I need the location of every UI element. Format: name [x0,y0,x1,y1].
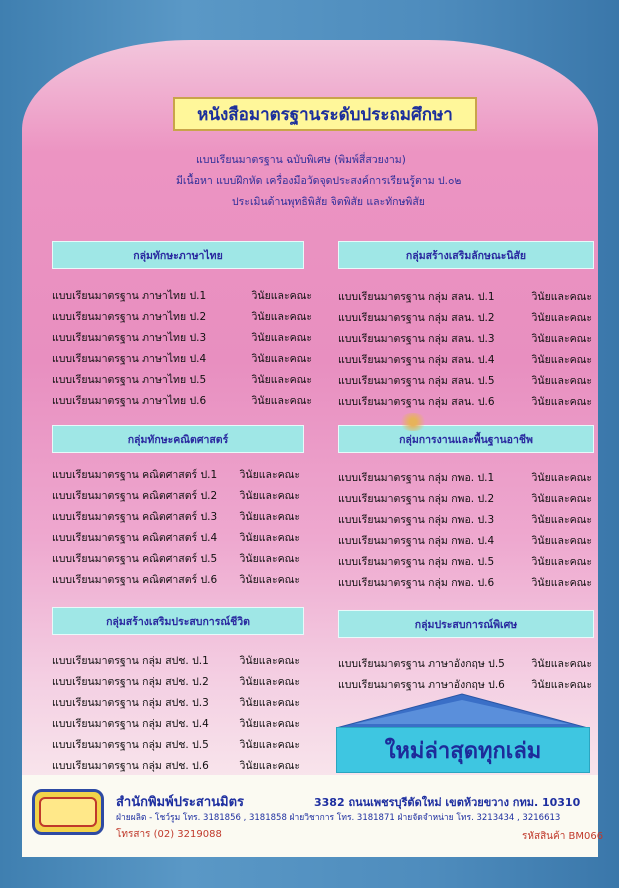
list-item [338,655,592,675]
list-item [338,553,592,573]
book-name: แบบเรียนมาตรฐาน กลุ่ม กพอ. ป.2 [338,493,495,505]
book-name: แบบเรียนมาตรฐาน กลุ่ม สลน. ป.6 [338,396,495,408]
publisher-name: สำนักพิมพ์ประสานมิตร [116,795,245,810]
list-item [52,736,300,756]
book-name: แบบเรียนมาตรฐาน คณิตศาสตร์ ป.6 [52,574,218,586]
list-item [338,288,592,308]
list-item [338,532,592,552]
book-author: วินัยและคณะ [531,396,592,408]
book-author: วินัยและคณะ [239,490,300,502]
subtitle-line-2: มีเนื้อหา แบบฝึกหัด เครื่องมือวัดจุดประสงค์การเรียนรู้ตาม ป.๐๒ [176,175,462,187]
book-author: วินัยและคณะ [239,718,300,730]
list-item [52,673,300,693]
book-name: แบบเรียนมาตรฐาน กลุ่ม สลน. ป.5 [338,375,495,387]
section-header-special: กลุ่มประสบการณ์พิเศษ [338,610,594,638]
list-item [52,757,300,777]
list-item [338,309,592,329]
section-header-work: กลุ่มการงานและพื้นฐานอาชีพ [338,425,594,453]
book-author: วินัยและคณะ [251,395,312,407]
book-author: วินัยและคณะ [531,312,592,324]
list-item [338,469,592,489]
book-name: แบบเรียนมาตรฐาน ภาษาไทย ป.4 [52,353,207,365]
book-name: แบบเรียนมาตรฐาน กลุ่ม กพอ. ป.4 [338,535,495,547]
list-item [52,508,300,528]
book-name: แบบเรียนมาตรฐาน กลุ่ม สลน. ป.1 [338,291,495,303]
stain-mark [398,413,428,431]
publisher-phones: ฝ่ายผลิต - โชว์รูม โทร. 3181856 , 3181858 ฝ่ายวิชาการ โทร. 3181871 ฝ่ายจัดจำหน่าย โทร. 3213434 , 3216613 [116,813,561,823]
list-item [338,393,592,413]
book-name: แบบเรียนมาตรฐาน คณิตศาสตร์ ป.3 [52,511,218,523]
book-author: วินัยและคณะ [239,697,300,709]
list-item [338,490,592,510]
book-name: แบบเรียนมาตรฐาน กลุ่ม สลน. ป.2 [338,312,495,324]
list-item [52,371,312,391]
list-item [52,529,300,549]
book-author: วินัยและคณะ [531,679,592,691]
book-author: วินัยและคณะ [251,353,312,365]
list-item [52,487,300,507]
book-author: วินัยและคณะ [531,493,592,505]
book-name: แบบเรียนมาตรฐาน กลุ่ม สลน. ป.3 [338,333,495,345]
list-item [338,574,592,594]
book-author: วินัยและคณะ [531,375,592,387]
section-header-math: กลุ่มทักษะคณิตศาสตร์ [52,425,304,453]
book-author: วินัยและคณะ [251,311,312,323]
publisher-footer [22,775,604,857]
list-item [52,550,300,570]
book-author: วินัยและคณะ [251,290,312,302]
publisher-logo-icon [32,789,104,835]
book-name: แบบเรียนมาตรฐาน กลุ่ม กพอ. ป.6 [338,577,495,589]
book-name: แบบเรียนมาตรฐาน ภาษาไทย ป.2 [52,311,207,323]
section-header-character: กลุ่มสร้างเสริมลักษณะนิสัย [338,241,594,269]
book-author: วินัยและคณะ [239,760,300,772]
book-author: วินัยและคณะ [239,574,300,586]
book-name: แบบเรียนมาตรฐาน ภาษาอังกฤษ ป.6 [338,679,505,691]
book-name: แบบเรียนมาตรฐาน กลุ่ม กพอ. ป.1 [338,472,495,484]
book-name: แบบเรียนมาตรฐาน คณิตศาสตร์ ป.2 [52,490,218,502]
book-name: แบบเรียนมาตรฐาน กลุ่ม สปช. ป.5 [52,739,209,751]
book-author: วินัยและคณะ [239,511,300,523]
book-name: แบบเรียนมาตรฐาน ภาษาไทย ป.1 [52,290,207,302]
book-name: แบบเรียนมาตรฐาน กลุ่ม สปช. ป.3 [52,697,209,709]
book-author: วินัยและคณะ [531,658,592,670]
book-author: วินัยและคณะ [251,332,312,344]
book-name: แบบเรียนมาตรฐาน กลุ่ม กพอ. ป.3 [338,514,495,526]
book-author: วินัยและคณะ [239,532,300,544]
section-header-life: กลุ่มสร้างเสริมประสบการณ์ชีวิต [52,607,304,635]
book-name: แบบเรียนมาตรฐาน กลุ่ม กพอ. ป.5 [338,556,495,568]
book-author: วินัยและคณะ [531,535,592,547]
list-item [52,287,312,307]
book-name: แบบเรียนมาตรฐาน กลุ่ม สปช. ป.1 [52,655,209,667]
new-release-banner: ใหม่ล่าสุดทุกเล่ม [336,727,590,773]
book-name: แบบเรียนมาตรฐาน คณิตศาสตร์ ป.1 [52,469,218,481]
subtitle-line-3: ประเมินด้านพุทธิพิสัย จิตพิสัย และทักษพิสัย [232,196,425,208]
book-author: วินัยและคณะ [531,291,592,303]
book-author: วินัยและคณะ [531,556,592,568]
book-author: วินัยและคณะ [531,577,592,589]
publisher-fax: โทรสาร (02) 3219088 [116,829,222,840]
book-author: วินัยและคณะ [531,333,592,345]
list-item [52,715,300,735]
book-author: วินัยและคณะ [239,655,300,667]
list-item [52,652,300,672]
list-item [52,392,312,412]
arrow-roof-shape [336,692,588,728]
book-author: วินัยและคณะ [251,374,312,386]
book-name: แบบเรียนมาตรฐาน ภาษาไทย ป.5 [52,374,207,386]
book-title: หนังสือมาตรฐานระดับประถมศึกษา [173,97,477,131]
book-name: แบบเรียนมาตรฐาน กลุ่ม สปช. ป.2 [52,676,209,688]
subtitle-line-1: แบบเรียนมาตรฐาน ฉบับพิเศษ (พิมพ์สี่สวยงาม) [196,154,406,166]
book-author: วินัยและคณะ [531,514,592,526]
book-name: แบบเรียนมาตรฐาน ภาษาไทย ป.6 [52,395,207,407]
list-item [52,694,300,714]
publisher-address: 3382 ถนนเพชรบุรีตัดใหม่ เขตห้วยขวาง กทม. 10310 [314,796,581,809]
list-item [52,350,312,370]
book-name: แบบเรียนมาตรฐาน กลุ่ม สปช. ป.4 [52,718,209,730]
book-author: วินัยและคณะ [531,472,592,484]
section-header-thai: กลุ่มทักษะภาษาไทย [52,241,304,269]
book-name: แบบเรียนมาตรฐาน คณิตศาสตร์ ป.5 [52,553,218,565]
list-item [338,511,592,531]
book-name: แบบเรียนมาตรฐาน ภาษาอังกฤษ ป.5 [338,658,505,670]
book-author: วินัยและคณะ [531,354,592,366]
book-author: วินัยและคณะ [239,553,300,565]
book-author: วินัยและคณะ [239,739,300,751]
book-author: วินัยและคณะ [239,469,300,481]
list-item [338,351,592,371]
list-item [52,329,312,349]
book-author: วินัยและคณะ [239,676,300,688]
book-name: แบบเรียนมาตรฐาน ภาษาไทย ป.3 [52,332,207,344]
list-item [338,330,592,350]
list-item [52,571,300,591]
book-name: แบบเรียนมาตรฐาน กลุ่ม สปช. ป.6 [52,760,209,772]
list-item [52,466,300,486]
list-item [338,372,592,392]
product-code: รหัสสินค้า BM066 [522,831,604,842]
book-name: แบบเรียนมาตรฐาน คณิตศาสตร์ ป.4 [52,532,218,544]
book-name: แบบเรียนมาตรฐาน กลุ่ม สลน. ป.4 [338,354,495,366]
list-item [52,308,312,328]
